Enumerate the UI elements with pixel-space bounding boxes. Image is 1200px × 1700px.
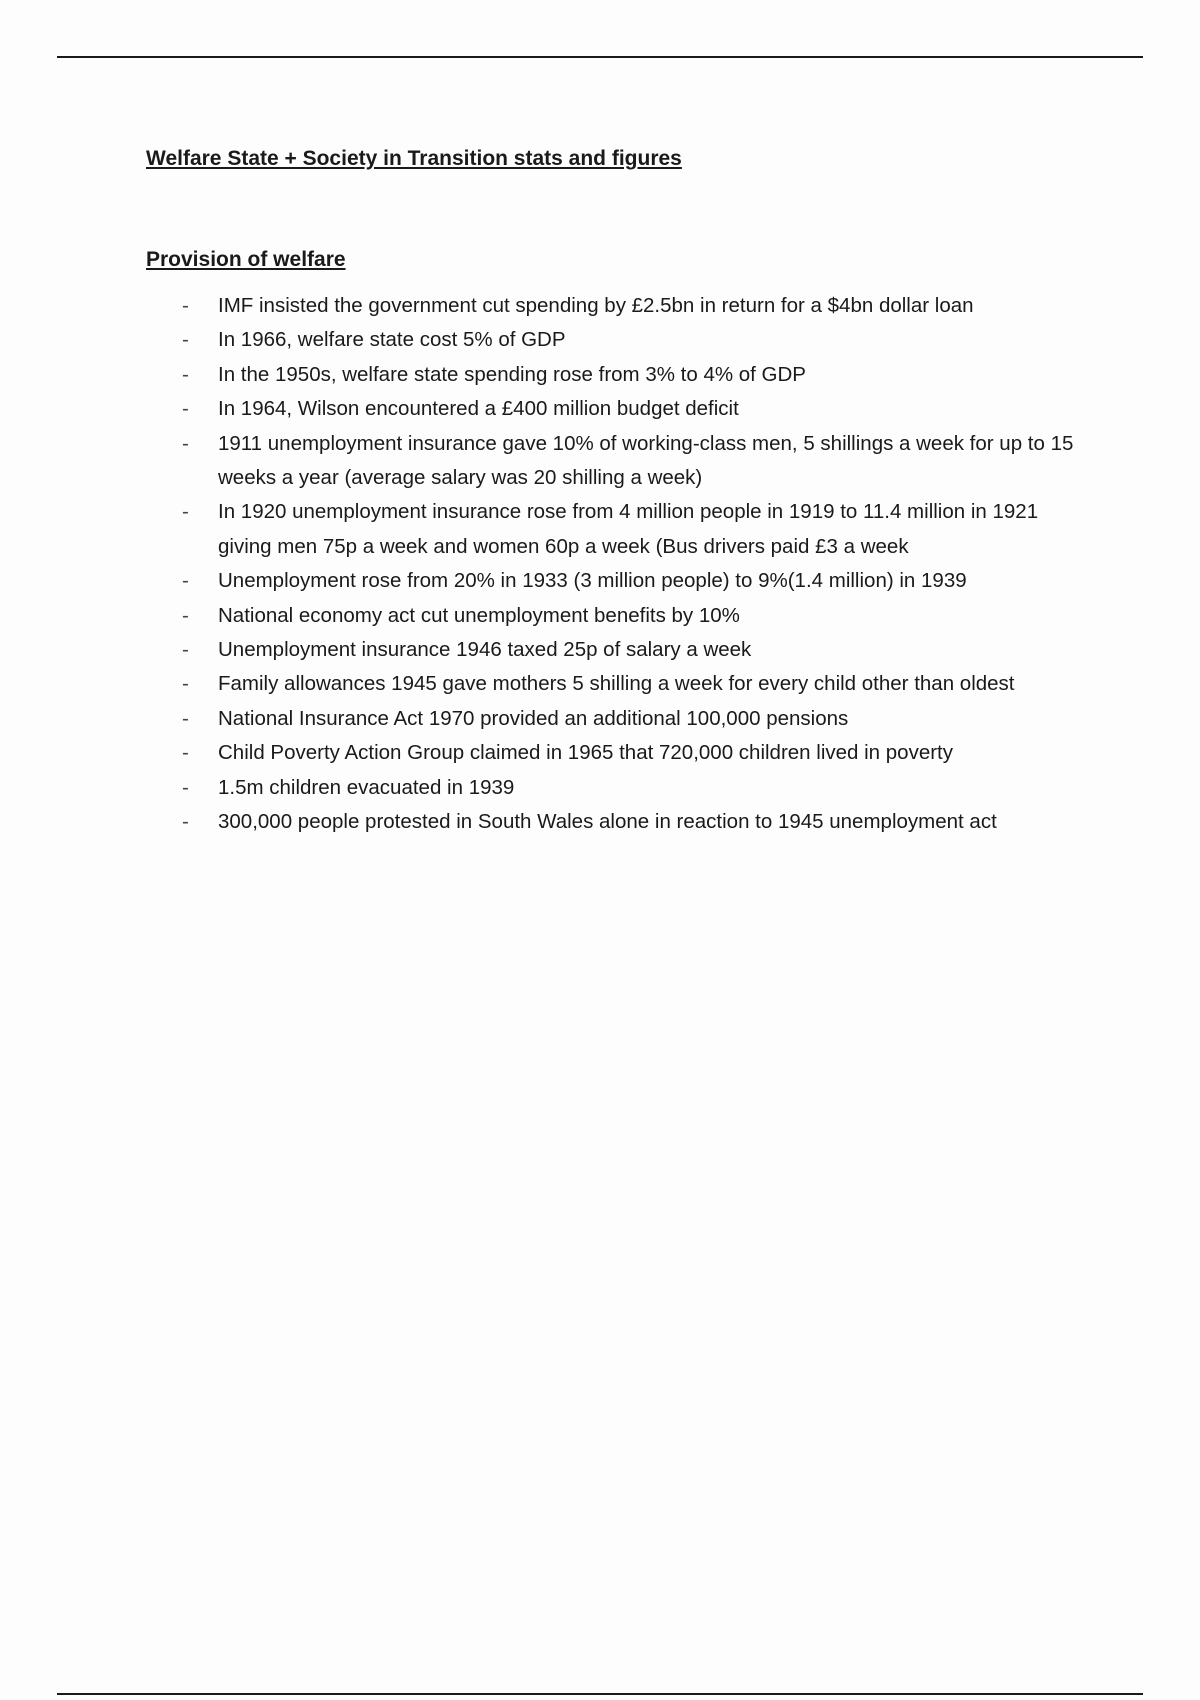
- bullet-marker: -: [182, 638, 189, 662]
- list-item: [146, 358, 1096, 392]
- bullet-marker: -: [182, 431, 189, 455]
- list-item-text: Unemployment insurance 1946 taxed 25p of salary a week: [218, 638, 752, 662]
- bullet-marker: -: [182, 362, 189, 386]
- bullet-marker: -: [182, 328, 189, 352]
- bullet-marker: -: [182, 603, 189, 627]
- list-item-text: Family allowances 1945 gave mothers 5 shilling a week for every child other than oldest: [218, 672, 1015, 696]
- document-body: [146, 144, 1096, 840]
- list-item: [146, 427, 1096, 496]
- list-item-text: Child Poverty Action Group claimed in 1965 that 720,000 children lived in poverty: [218, 741, 954, 765]
- list-item: [146, 633, 1096, 667]
- bottom-rule: [57, 1693, 1143, 1695]
- list-item-text: In 1966, welfare state cost 5% of GDP: [218, 328, 566, 352]
- list-item-text: National economy act cut unemployment benefits by 10%: [218, 603, 740, 627]
- list-item: [146, 564, 1096, 598]
- list-item-text: Unemployment rose from 20% in 1933 (3 million people) to 9%(1.4 million) in 1939: [218, 569, 967, 593]
- list-item-text: In 1920 unemployment insurance rose from 4 million people in 1919 to 11.4 million in 1921 giving men 75p a week and women 60p a week (Bus drivers paid £3 a week: [218, 500, 1039, 558]
- list-item: [146, 599, 1096, 633]
- list-item-text: 1911 unemployment insurance gave 10% of working-class men, 5 shillings a week for up to 15 weeks a year (average salary was 20 shilling a week): [218, 431, 1074, 490]
- list-item-text: IMF insisted the government cut spending by £2.5bn in return for a $4bn dollar loan: [218, 294, 974, 317]
- list-item: [146, 323, 1096, 357]
- list-item-text: In the 1950s, welfare state spending rose from 3% to 4% of GDP: [218, 362, 806, 386]
- list-item-text: 300,000 people protested in South Wales alone in reaction to 1945 unemployment act: [218, 810, 997, 834]
- list-item: [146, 667, 1096, 701]
- list-item-text: National Insurance Act 1970 provided an additional 100,000 pensions: [218, 706, 849, 730]
- top-rule: [57, 56, 1143, 58]
- bullet-marker: -: [182, 775, 189, 799]
- bullet-marker: -: [182, 672, 189, 696]
- bullet-marker: -: [182, 569, 189, 593]
- bullet-marker: -: [182, 706, 189, 730]
- bullet-marker: -: [182, 500, 189, 524]
- section-heading: Provision of welfare: [146, 248, 346, 271]
- bullet-marker: -: [182, 397, 189, 421]
- list-item: [146, 771, 1096, 805]
- list-item-text: In 1964, Wilson encountered a £400 million budget deficit: [218, 397, 739, 421]
- page-title: Welfare State + Society in Transition stats and figures: [146, 147, 682, 170]
- bullet-marker: -: [182, 294, 189, 317]
- list-item: [146, 289, 1096, 323]
- list-item: [146, 392, 1096, 426]
- bullet-marker: -: [182, 741, 189, 765]
- list-item: [146, 736, 1096, 770]
- list-item: [146, 702, 1096, 736]
- list-item-text: 1.5m children evacuated in 1939: [218, 775, 515, 799]
- list-item: [146, 495, 1096, 564]
- list-item: [146, 805, 1096, 839]
- bullet-list: [146, 289, 1096, 840]
- bullet-marker: -: [182, 810, 189, 834]
